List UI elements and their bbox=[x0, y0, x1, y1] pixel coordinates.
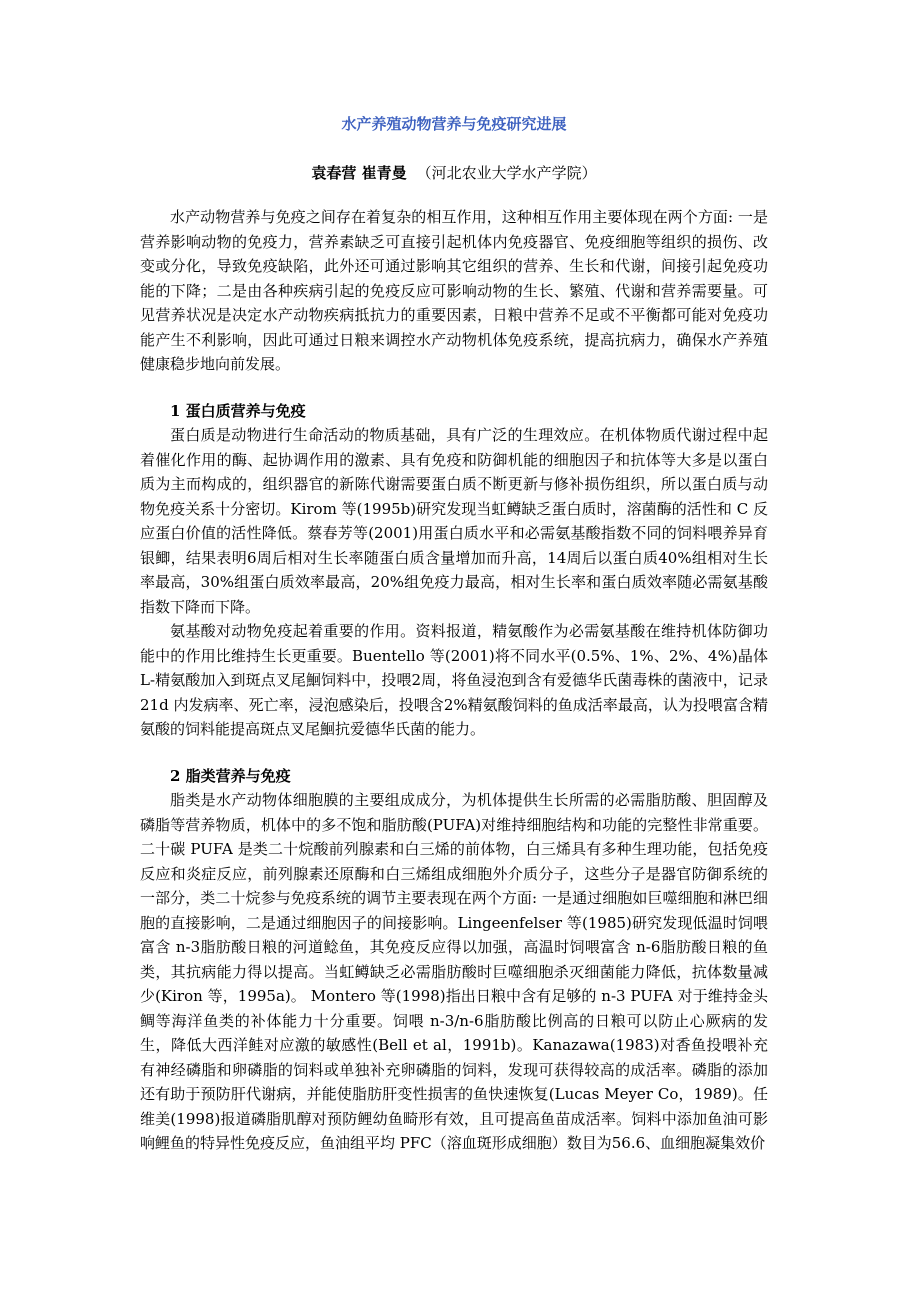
section-heading-protein: 1 蛋白质营养与免疫 bbox=[170, 401, 306, 420]
lipid-paragraph-1: 脂类是水产动物体细胞膜的主要组成成分，为机体提供生长所需的必需脂肪酸、胆固醇及磷脂等营养物质，机体中的多不饱和脂肪酸(PUFA)对维持细胞结构和功能的完整性非常重要。二十碳 PUFA 是类二十烷酸前列腺素和白三烯的前体物，白三烯具有多种生理功能，包括免疫反应和炎症反应，前列腺素还原酶和白三烯组成细胞外介质分子，这些分子是器官防御系统的一部分，类二十烷参与免疫系统的调节主要表现在两个方面: 一是通过细胞如巨噬细胞和淋巴细胞的直接影响，二是通过细胞因子的间接影响。Lingeenfelser 等(1985)研究发现低温时饲喂富含 n-3脂肪酸日粮的河道鲶鱼，其免疫反应得以加强，高温时饲喂富含 n-6脂肪酸日粮的鱼类，其抗病能力得以提高。当虹鳟缺乏必需脂肪酸时巨噬细胞杀灭细菌能力降低，抗体数量减少(Kiron 等，1995a)。 Montero 等(1998)指出日粮中含有足够的 n-3 PUFA 对于维持金头鲷等海洋鱼类的补体能力十分重要。饲喂 n-3/n-6脂肪酸比例高的日粮可以防止心厥病的发生，降低大西洋鲑对应激的敏感性(Bell et al，1991b)。Kanazawa(1983)对香鱼投喂补充有神经磷脂和卵磷脂的饲料或单独补充卵磷脂的饲料，发现可获得较高的成活率。磷脂的添加还有助于预防肝代谢病，并能使脂肪肝变性损害的鱼快速恢复(Lucas Meyer Co，1989)。任维美(1998)报道磷脂肌醇对预防鲤幼鱼畸形有效，且可提高鱼苗成活率。饲料中添加鱼油可影响鲤鱼的特异性免疫反应，鱼油组平均 PFC（溶血斑形成细胞）数目为56.6、血细胞凝集效价 bbox=[140, 791, 768, 1152]
paper-title: 水产养殖动物营养与免疫研究进展 bbox=[341, 115, 567, 133]
protein-paragraph-1: 蛋白质是动物进行生命活动的物质基础，具有广泛的生理效应。在机体物质代谢过程中起着催化作用的酶、起协调作用的激素、具有免疫和防御机能的细胞因子和抗体等大多是以蛋白质为主而构成的，组织器官的新陈代谢需要蛋白质不断更新与修补损伤组织，所以蛋白质与动物免疫关系十分密切。Kirom 等(1995b)研究发现当虹鳟缺乏蛋白质时，溶菌酶的活性和 C 反应蛋白价值的活性降低。蔡春芳等(2001)用蛋白质水平和必需氨基酸指数不同的饲料喂养异育银鲫，结果表明6周后相对生长率随蛋白质含量增加而升高，14周后以蛋白质40%组相对生长率最高，30%组蛋白质效率最高，20%组免疫力最高，相对生长率和蛋白质效率随必需氨基酸指数下降而下降。 bbox=[140, 426, 768, 616]
affiliation: （河北农业大学水产学院） bbox=[416, 164, 597, 182]
authors: 袁春营 崔青曼 bbox=[311, 164, 407, 182]
byline bbox=[140, 161, 768, 185]
section-heading-lipid: 2 脂类营养与免疫 bbox=[170, 766, 291, 785]
document-page bbox=[140, 108, 768, 1156]
protein-paragraph-2: 氨基酸对动物免疫起着重要的作用。资料报道，精氨酸作为必需氨基酸在维持机体防御功能中的作用比维持生长更重要。Buentello 等(2001)将不同水平(0.5%、1%、2%、4%)晶体 L-精氨酸加入到斑点叉尾鮰饲料中，投喂2周，将鱼浸泡到含有爱德华氏菌毒株的菌液中，记录21d 内发病率、死亡率，浸泡感染后，投喂含2%精氨酸饲料的鱼成活率最高，认为投喂富含精氨酸的饲料能提高斑点叉尾鮰抗爱德华氏菌的能力。 bbox=[140, 622, 768, 738]
intro-paragraph: 水产动物营养与免疫之间存在着复杂的相互作用，这种相互作用主要体现在两个方面: 一是营养影响动物的免疫力，营养素缺乏可直接引起机体内免疫器官、免疫细胞等组织的损伤、改变或分化，导致免疫缺陷，此外还可通过影响其它组织的营养、生长和代谢，间接引起免疫功能的下降；二是由各种疾病引起的免疫反应可影响动物的生长、繁殖、代谢和营养需要量。可见营养状况是决定水产动物疾病抵抗力的重要因素，日粮中营养不足或不平衡都可能对免疫功能产生不利影响，因此可通过日粮来调控水产动物机体免疫系统，提高抗病力，确保水产养殖健康稳步地向前发展。 bbox=[140, 208, 768, 373]
